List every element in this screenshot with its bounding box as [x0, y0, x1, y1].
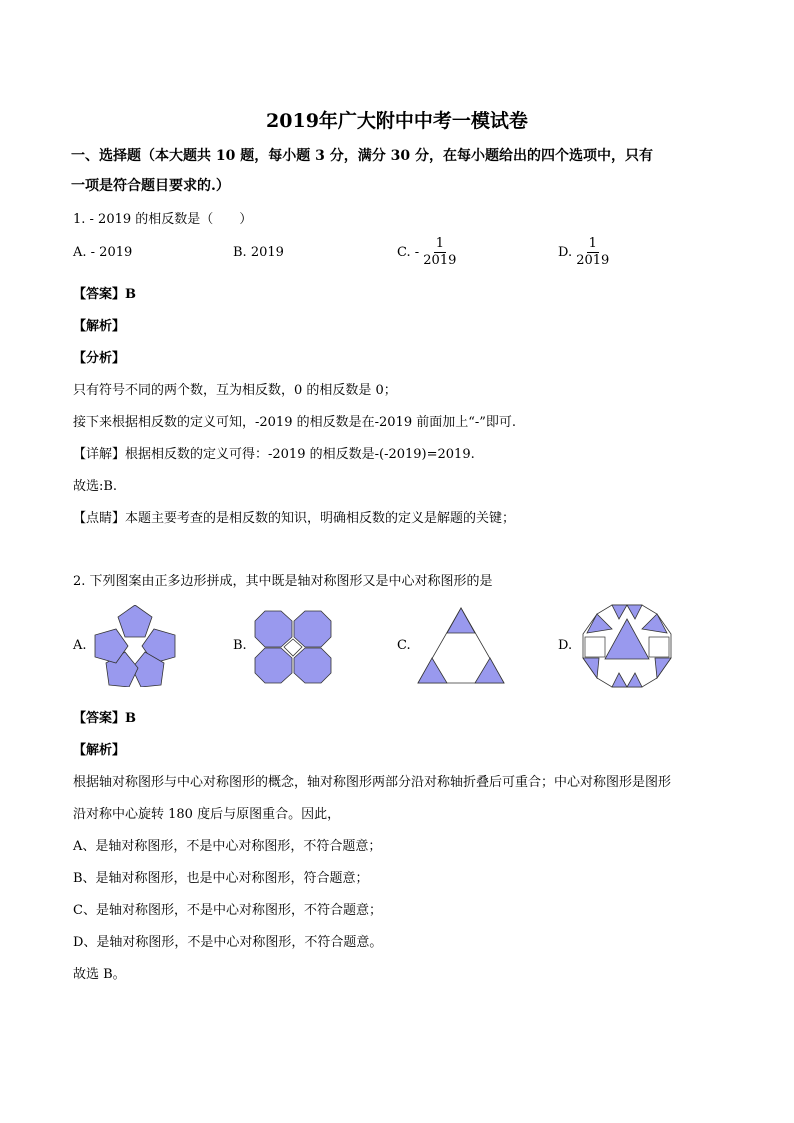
q1-jiexi: 【解析】 [73, 319, 126, 334]
q1-option-c-numerator: 1 [435, 236, 444, 251]
q2-reason-d: D、是轴对称图形，不是中心对称图形，不符合题意。 [73, 935, 383, 950]
q2-label-b: B. [233, 638, 247, 653]
q2-reason-c: C、是轴对称图形，不是中心对称图形，不符合题意； [73, 903, 382, 918]
q1-choose: 故选:B. [73, 479, 118, 494]
section-heading-line2: 一项是符合题目要求的.） [71, 178, 230, 194]
q2-answer: 【答案】B [73, 711, 136, 726]
q1-option-d-prefix: D. [558, 245, 573, 260]
q1-stem: 1. - 2019 的相反数是（ ） [73, 212, 253, 227]
q1-analysis-line1: 只有符号不同的两个数，互为相反数，0 的相反数是 0； [73, 383, 397, 398]
q2-jiexi: 【解析】 [73, 743, 126, 758]
q1-option-d-numerator: 1 [588, 236, 597, 251]
q1-analysis-line2: 接下来根据相反数的定义可知，-2019 的相反数是在-2019 前面加上“-”即可. [73, 415, 517, 430]
section-heading-line1: 一、选择题（本大题共 10 题，每小题 3 分，满分 30 分，在每小题给出的四个选项中，只有 [71, 148, 653, 164]
q2-stem: 2. 下列图案由正多边形拼成，其中既是轴对称图形又是中心对称图形的是 [73, 574, 493, 589]
q2-label-a: A. [73, 638, 87, 653]
q1-option-b: B. 2019 [233, 245, 284, 260]
q1-answer: 【答案】B [73, 287, 136, 302]
q1-option-c-prefix: C. - [397, 245, 420, 260]
q2-label-d: D. [558, 638, 573, 653]
triangle-figure-icon [417, 607, 505, 684]
dodecagon-figure-icon [581, 603, 673, 689]
q1-fenxi: 【分析】 [73, 351, 126, 366]
q1-option-c [397, 236, 456, 269]
octagon-square-figure-icon [254, 610, 332, 684]
q2-label-c: C. [397, 638, 411, 653]
q2-choose: 故选 B。 [73, 967, 126, 982]
q1-detail: 【详解】根据相反数的定义可得：-2019 的相反数是-(-2019)=2019. [73, 447, 475, 462]
q1-option-d-denominator: 2019 [576, 253, 610, 268]
q1-option-c-denominator: 2019 [423, 253, 457, 268]
q1-option-a: A. - 2019 [73, 245, 133, 260]
q2-analysis-line2: 沿对称中心旋转 180 度后与原图重合。因此， [73, 807, 341, 822]
q2-analysis-line1: 根据轴对称图形与中心对称图形的概念，轴对称图形两部分沿对称轴折叠后可重合；中心对称图形是图形 [73, 775, 672, 790]
page-title: 2019年广大附中中考一模试卷 [266, 110, 528, 132]
q2-reason-b: B、是轴对称图形，也是中心对称图形，符合题意； [73, 871, 369, 886]
q1-option-d-fraction [576, 236, 609, 269]
q1-option-c-fraction [423, 236, 456, 269]
q1-option-d [558, 236, 609, 269]
q1-comment: 【点睛】本题主要考查的是相反数的知识，明确相反数的定义是解题的关键； [73, 511, 516, 526]
q2-reason-a: A、是轴对称图形，不是中心对称图形，不符合题意； [73, 839, 382, 854]
pentagon-ring-figure-icon [90, 605, 180, 687]
